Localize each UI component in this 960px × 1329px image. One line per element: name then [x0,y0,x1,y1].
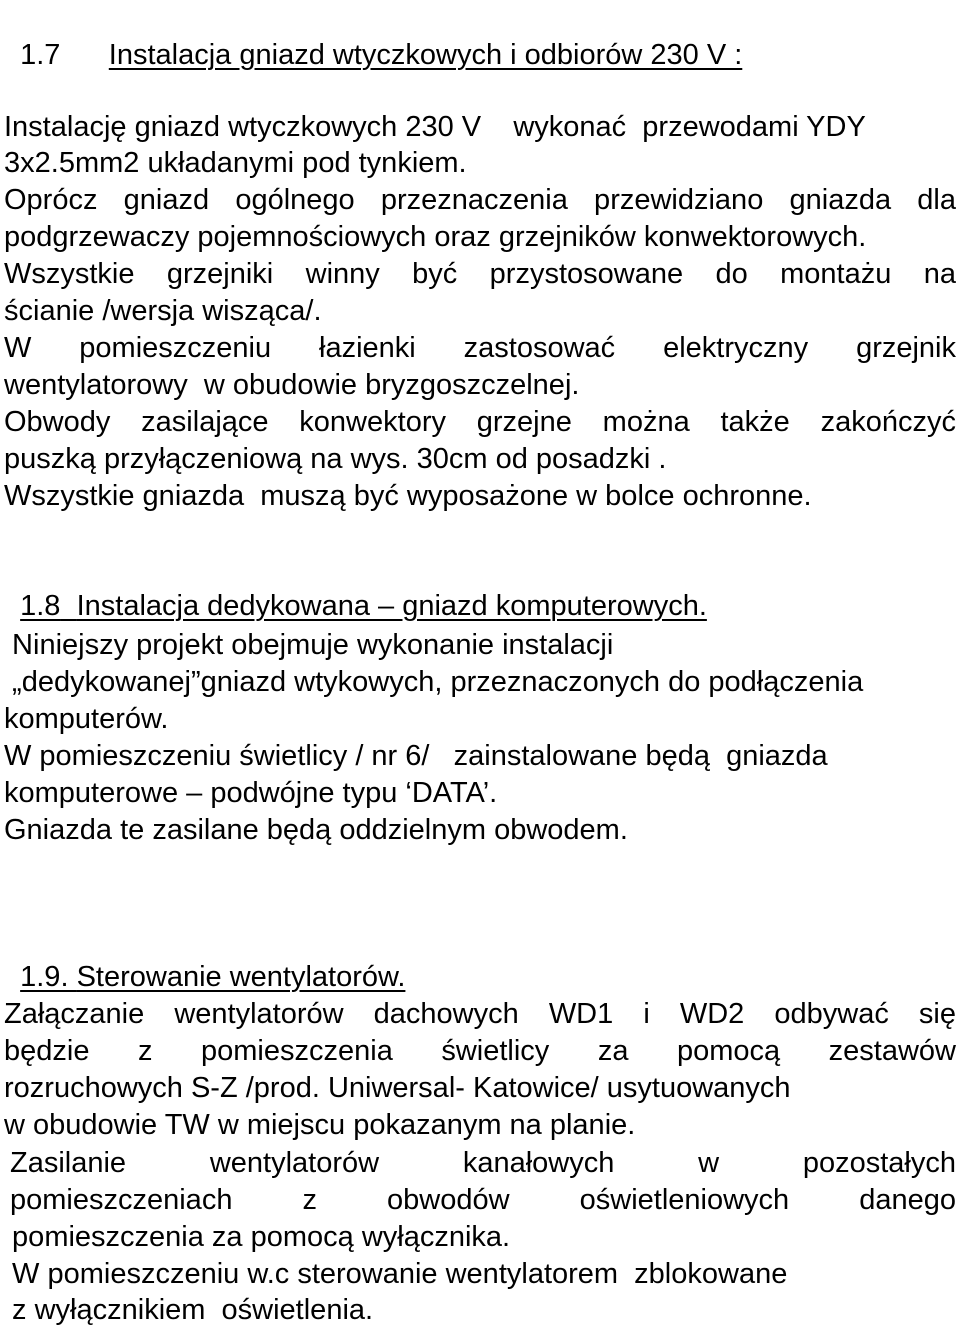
section-number: 1.7 [20,38,61,71]
paragraph-line: Załączanie wentylatorów dachowych WD1 i WD2 odbywać się [4,998,956,1030]
paragraph-line: w obudowie TW w miejscu pokazanym na planie. [4,1109,636,1141]
paragraph-line: 3x2.5mm2 układanymi pod tynkiem. [4,147,467,179]
paragraph-line: pomieszczeniach z obwodów oświetleniowych danego [10,1184,956,1216]
section-number: 1.9. [20,960,69,993]
section-number: 1.8 [20,589,61,622]
paragraph-line: pomieszczenia za pomocą wyłącznika. [4,1221,511,1253]
paragraph-line: wentylatorowy w obudowie bryzgoszczelnej. [4,369,580,401]
paragraph-line: Wszystkie gniazda muszą być wyposażone w bolce ochronne. [4,480,812,512]
section-title: Instalacja dedykowana – gniazd komputerowych. [76,589,707,622]
paragraph-line: Oprócz gniazd ogólnego przeznaczenia przewidziano gniazda dla [4,184,956,216]
paragraph-line: puszką przyłączeniową na wys. 30cm od posadzki . [4,443,667,475]
paragraph-line: W pomieszczeniu w.c sterowanie wentylatorem zblokowane [4,1258,788,1290]
paragraph-line: ścianie /wersja wisząca/. [4,295,322,327]
section-heading-1-7 [4,0,742,73]
paragraph-line: W pomieszczeniu świetlicy / nr 6/ zainstalowane będą gniazda [4,740,828,772]
paragraph-line: „dedykowanej”gniazd wtykowych, przeznaczonych do podłączenia [4,666,864,698]
paragraph-line: komputerów. [4,703,169,735]
section-heading-1-8 [4,551,707,624]
paragraph-line: podgrzewaczy pojemnościowych oraz grzejników konwektorowych. [4,221,867,253]
paragraph-line: Wszystkie grzejniki winny być przystosowane do montażu na [4,258,956,290]
paragraph-line: Gniazda te zasilane będą oddzielnym obwodem. [4,814,628,846]
paragraph-line: Zasilanie wentylatorów kanałowych w pozostałych [10,1147,956,1179]
section-title: Sterowanie wentylatorów. [76,960,406,993]
paragraph-line: W pomieszczeniu łazienki zastosować elektryczny grzejnik [4,332,956,364]
paragraph-line: rozruchowych S-Z /prod. Uniwersal- Katowice/ usytuowanych [4,1072,791,1104]
paragraph-line: Obwody zasilające konwektory grzejne można także zakończyć [4,406,956,438]
paragraph-line: z wyłącznikiem oświetlenia. [4,1294,374,1326]
paragraph-line: komputerowe – podwójne typu ‘DATA’. [4,777,498,809]
paragraph-line: będzie z pomieszczenia świetlicy za pomocą zestawów [4,1035,956,1067]
paragraph-line: Instalację gniazd wtyczkowych 230 V wykonać przewodami YDY [4,111,866,143]
paragraph-line: Niniejszy projekt obejmuje wykonanie instalacji [4,629,614,661]
section-heading-1-9 [4,922,405,995]
section-title: Instalacja gniazd wtyczkowych i odbiorów 230 V : [108,38,743,71]
